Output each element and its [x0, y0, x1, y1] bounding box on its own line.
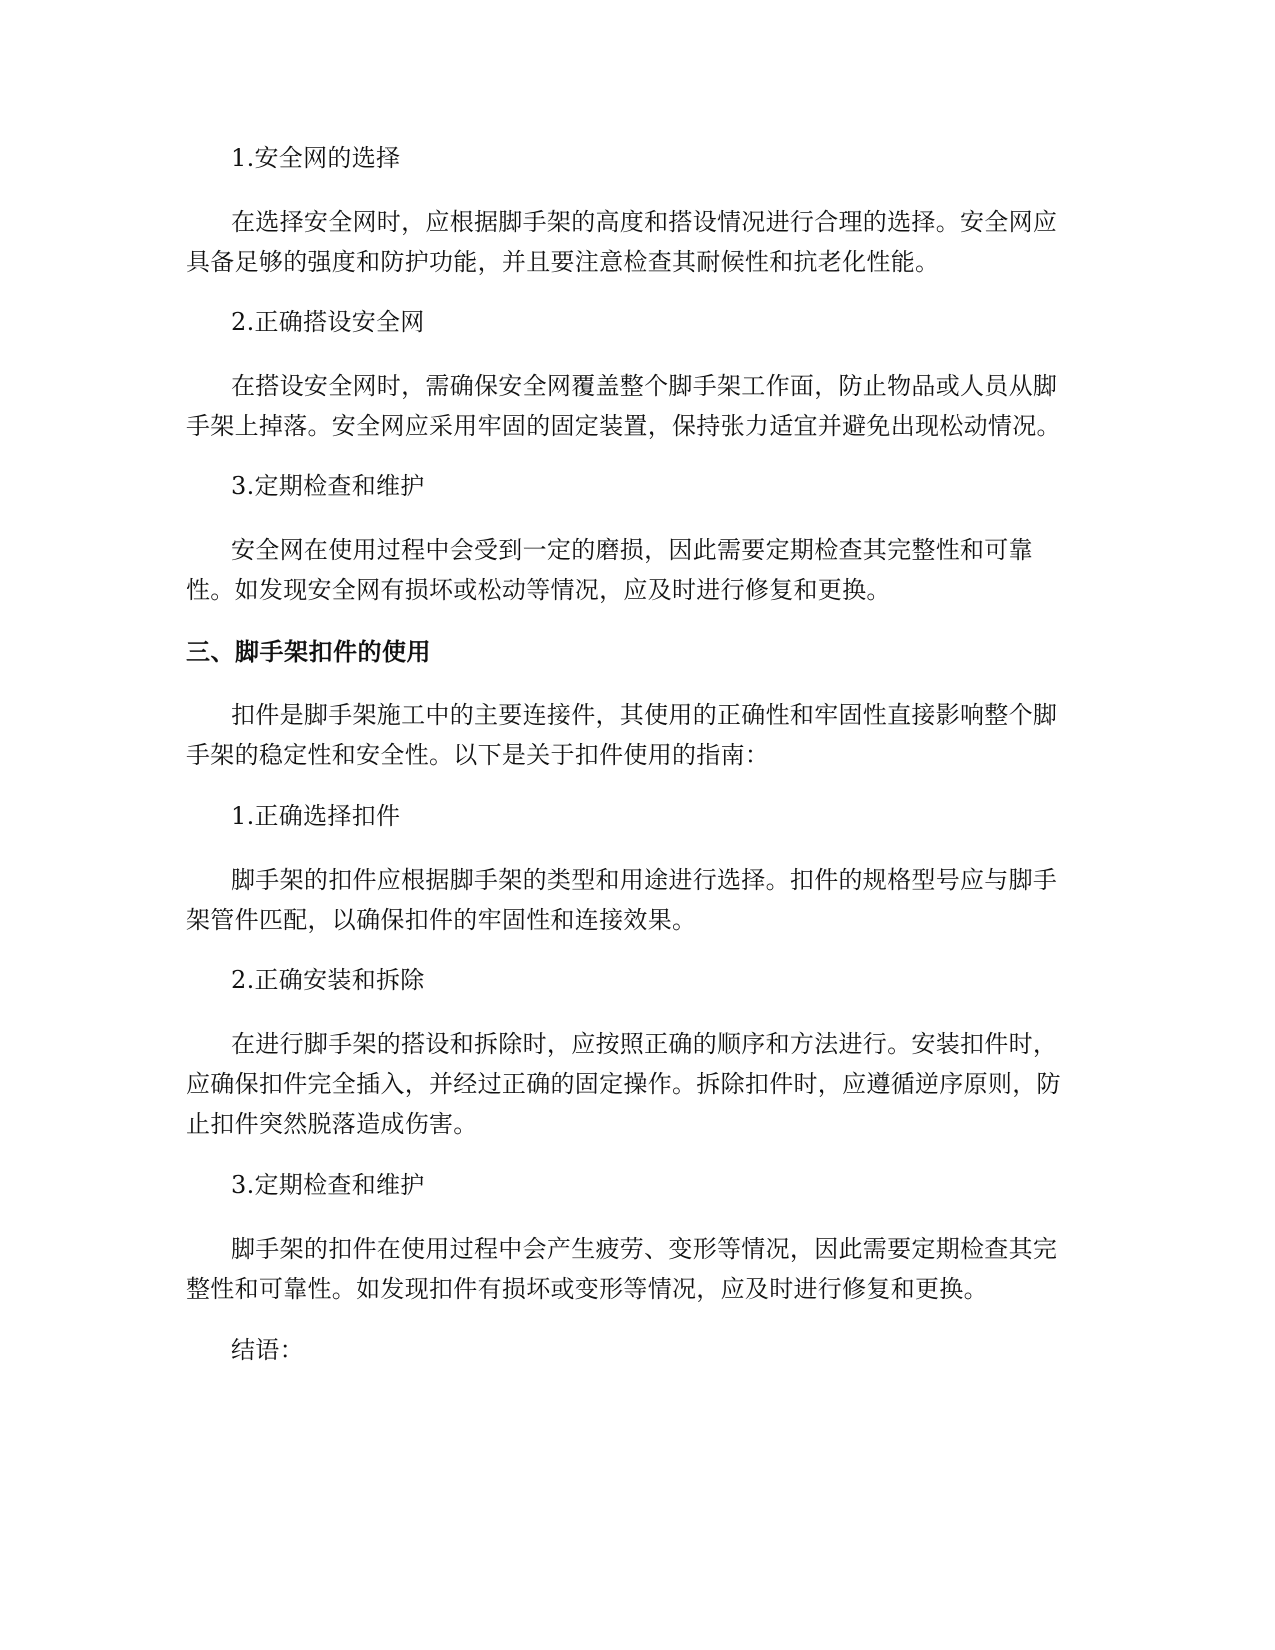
subheading-fastener-selection: 1.正确选择扣件 — [231, 802, 401, 830]
paragraph-fastener-inspection — [186, 1229, 1086, 1309]
subheading-net-inspection: 3.定期检查和维护 — [231, 472, 425, 500]
paragraph-line: 止扣件突然脱落造成伤害。 — [186, 1110, 478, 1138]
paragraph-line: 安全网在使用过程中会受到一定的磨损，因此需要定期检查其完整性和可靠 — [231, 536, 1033, 564]
subheading-fastener-inspection: 3.定期检查和维护 — [231, 1171, 425, 1199]
paragraph-fastener-selection — [186, 860, 1086, 940]
paragraph-line: 在搭设安全网时，需确保安全网覆盖整个脚手架工作面，防止物品或人员从脚 — [231, 372, 1058, 400]
paragraph-line: 应确保扣件完全插入，并经过正确的固定操作。拆除扣件时，应遵循逆序原则，防 — [186, 1070, 1061, 1098]
paragraph-line: 脚手架的扣件在使用过程中会产生疲劳、变形等情况，因此需要定期检查其完 — [231, 1235, 1058, 1263]
paragraph-line: 整性和可靠性。如发现扣件有损坏或变形等情况，应及时进行修复和更换。 — [186, 1275, 988, 1303]
paragraph-fasteners-intro — [186, 695, 1086, 775]
subheading-fastener-install: 2.正确安装和拆除 — [231, 966, 425, 994]
paragraph-line: 在选择安全网时，应根据脚手架的高度和搭设情况进行合理的选择。安全网应 — [231, 208, 1058, 236]
subheading-conclusion: 结语： — [231, 1336, 304, 1364]
paragraph-line: 手架上掉落。安全网应采用牢固的固定装置，保持张力适宜并避免出现松动情况。 — [186, 412, 1061, 440]
subheading-net-installation: 2.正确搭设安全网 — [231, 308, 425, 336]
paragraph-line: 架管件匹配，以确保扣件的牢固性和连接效果。 — [186, 906, 697, 934]
paragraph-line: 手架的稳定性和安全性。以下是关于扣件使用的指南： — [186, 741, 770, 769]
paragraph-line: 扣件是脚手架施工中的主要连接件，其使用的正确性和牢固性直接影响整个脚 — [231, 701, 1058, 729]
paragraph-line: 具备足够的强度和防护功能，并且要注意检查其耐候性和抗老化性能。 — [186, 248, 940, 276]
paragraph-net-selection — [186, 202, 1086, 282]
section-heading-fasteners: 三、脚手架扣件的使用 — [186, 638, 431, 666]
paragraph-fastener-install — [186, 1024, 1086, 1144]
paragraph-net-inspection — [186, 530, 1086, 610]
paragraph-net-installation — [186, 366, 1086, 446]
paragraph-line: 在进行脚手架的搭设和拆除时，应按照正确的顺序和方法进行。安装扣件时， — [231, 1030, 1058, 1058]
paragraph-line: 性。如发现安全网有损坏或松动等情况，应及时进行修复和更换。 — [186, 576, 891, 604]
paragraph-line: 脚手架的扣件应根据脚手架的类型和用途进行选择。扣件的规格型号应与脚手 — [231, 866, 1058, 894]
subheading-net-selection: 1.安全网的选择 — [231, 144, 401, 172]
